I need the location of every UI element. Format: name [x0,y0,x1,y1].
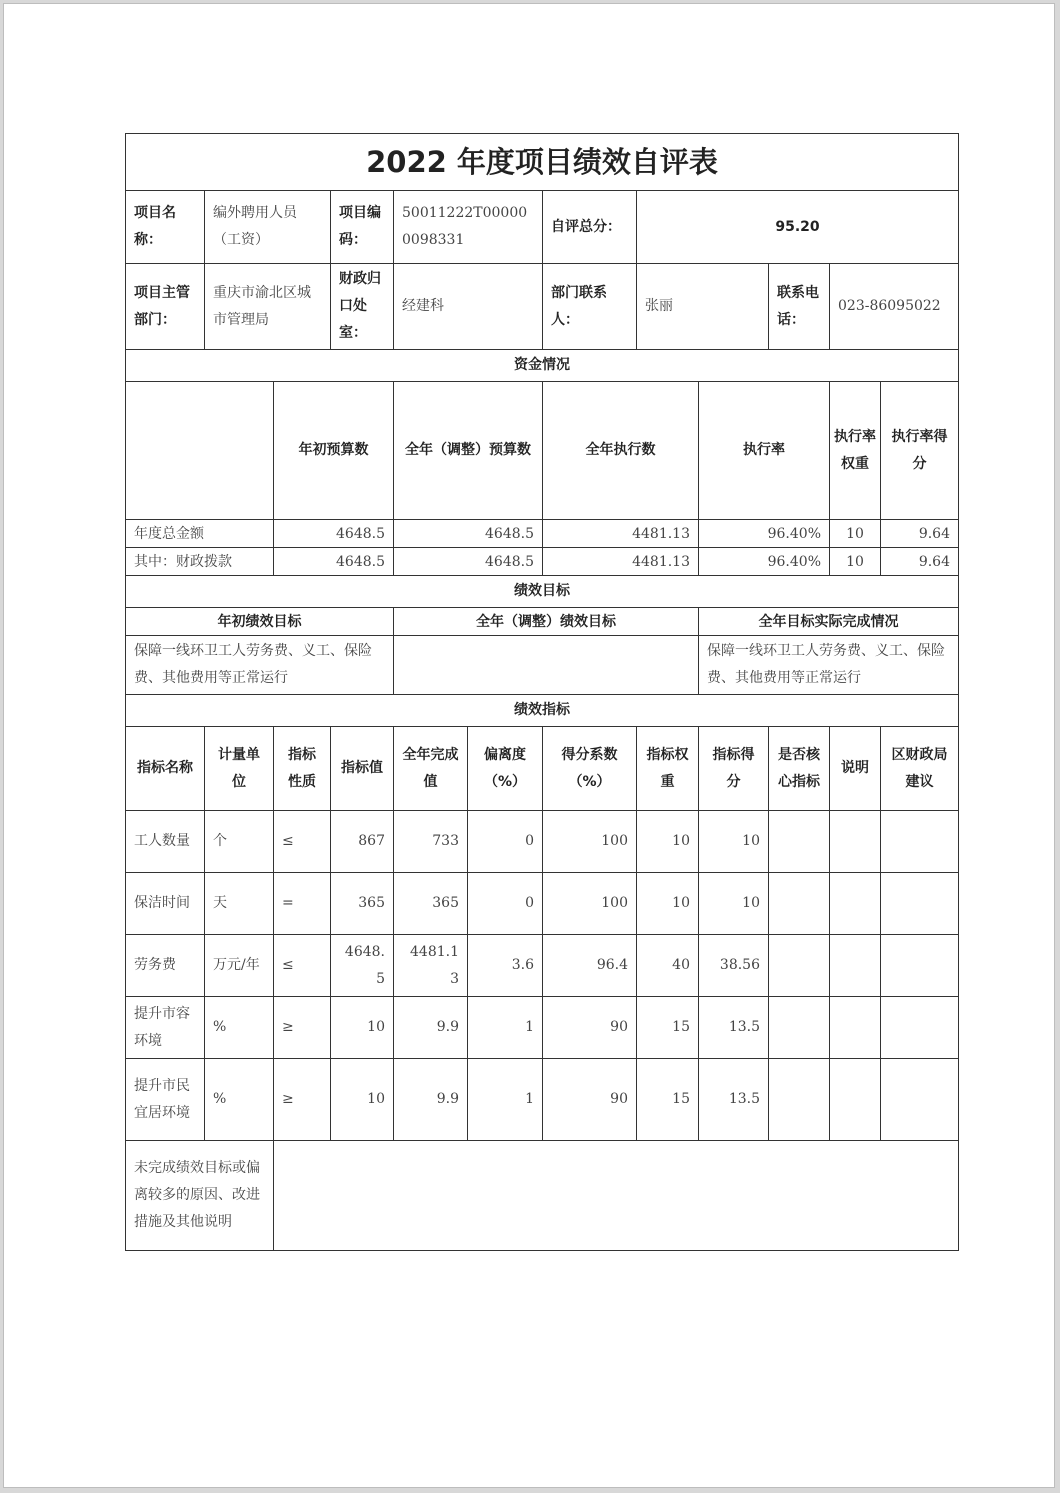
ind-actual: 9.9 [394,997,468,1059]
ind-score: 13.5 [699,997,769,1059]
funds-row-initial: 4648.5 [274,520,394,548]
ind-nature: = [274,873,331,935]
funds-row [126,520,959,548]
ind-advice [881,935,959,997]
ind-col-name: 指标名称 [126,727,205,811]
finance-office-value: 经建科 [394,264,543,350]
remarks-label: 未完成绩效目标或偏离较多的原因、改进措施及其他说明 [126,1141,274,1251]
ind-nature: ≥ [274,997,331,1059]
ind-deviation: 0 [468,873,543,935]
ind-unit: 天 [205,873,274,935]
document-page [3,3,1055,1488]
ind-coefficient: 100 [543,811,637,873]
ind-weight: 15 [637,1059,699,1141]
ind-core [769,873,830,935]
funds-col-initial-budget: 年初预算数 [274,382,394,520]
funds-col-weight: 执行率权重 [830,382,881,520]
total-score-label: 自评总分： [543,191,637,264]
ind-deviation: 1 [468,1059,543,1141]
ind-col-unit: 计量单位 [205,727,274,811]
funds-row-initial: 4648.5 [274,548,394,576]
ind-deviation: 0 [468,811,543,873]
funds-col-exec-rate: 执行率 [699,382,830,520]
ind-nature: ≥ [274,1059,331,1141]
ind-name: 劳务费 [126,935,205,997]
ind-core [769,1059,830,1141]
ind-deviation: 3.6 [468,935,543,997]
ind-target: 10 [331,1059,394,1141]
indicator-row [126,873,959,935]
contact-person-label: 部门联系人： [543,264,637,350]
ind-target: 4648.5 [331,935,394,997]
ind-unit: 万元/年 [205,935,274,997]
funds-row [126,548,959,576]
ind-name: 工人数量 [126,811,205,873]
ind-target: 10 [331,997,394,1059]
ind-note [830,935,881,997]
phone-label: 联系电话： [769,264,830,350]
ind-name: 提升市民宜居环境 [126,1059,205,1141]
funds-row-label: 年度总金额 [126,520,274,548]
ind-target: 867 [331,811,394,873]
remarks-content [274,1141,959,1251]
ind-core [769,997,830,1059]
funds-corner-cell [126,382,274,520]
phone-value: 023-86095022 [830,264,959,350]
ind-unit: % [205,1059,274,1141]
project-code-value: 50011222T000000098331 [394,191,543,264]
goals-col-actual: 全年目标实际完成情况 [699,608,959,636]
funds-row-score: 9.64 [881,520,959,548]
ind-actual: 365 [394,873,468,935]
funds-row-adjusted: 4648.5 [394,548,543,576]
ind-col-weight: 指标权重 [637,727,699,811]
ind-note [830,997,881,1059]
ind-col-target: 指标值 [331,727,394,811]
ind-note [830,873,881,935]
ind-coefficient: 90 [543,997,637,1059]
funds-col-executed: 全年执行数 [543,382,699,520]
funds-row-score: 9.64 [881,548,959,576]
funds-row-executed: 4481.13 [543,548,699,576]
ind-advice [881,873,959,935]
ind-weight: 15 [637,997,699,1059]
ind-nature: ≤ [274,935,331,997]
funds-row-executed: 4481.13 [543,520,699,548]
ind-score: 10 [699,811,769,873]
ind-name: 提升市容环境 [126,997,205,1059]
ind-weight: 10 [637,873,699,935]
indicator-row [126,997,959,1059]
department-value: 重庆市渝北区城市管理局 [205,264,331,350]
ind-score: 13.5 [699,1059,769,1141]
ind-weight: 10 [637,811,699,873]
funds-col-exec-score: 执行率得分 [881,382,959,520]
ind-advice [881,997,959,1059]
indicator-row [126,1059,959,1141]
finance-office-label: 财政归口处室： [331,264,394,350]
funds-row-weight: 10 [830,548,881,576]
ind-name: 保洁时间 [126,873,205,935]
ind-col-actual: 全年完成值 [394,727,468,811]
ind-col-core: 是否核心指标 [769,727,830,811]
ind-actual: 4481.13 [394,935,468,997]
contact-person-value: 张丽 [637,264,769,350]
performance-evaluation-table [125,133,959,1251]
ind-unit: 个 [205,811,274,873]
ind-nature: ≤ [274,811,331,873]
ind-col-advice: 区财政局建议 [881,727,959,811]
ind-note [830,1059,881,1141]
ind-coefficient: 96.4 [543,935,637,997]
funds-row-adjusted: 4648.5 [394,520,543,548]
ind-col-deviation: 偏离度（%） [468,727,543,811]
ind-core [769,935,830,997]
goals-col-initial: 年初绩效目标 [126,608,394,636]
goals-col-adjusted: 全年（调整）绩效目标 [394,608,699,636]
ind-unit: % [205,997,274,1059]
ind-note [830,811,881,873]
ind-actual: 9.9 [394,1059,468,1141]
indicator-row [126,811,959,873]
page-title: 2022 年度项目绩效自评表 [126,134,959,191]
funds-row-weight: 10 [830,520,881,548]
ind-col-note: 说明 [830,727,881,811]
goals-section-heading: 绩效目标 [126,576,959,608]
funds-col-adjusted-budget: 全年（调整）预算数 [394,382,543,520]
project-code-label: 项目编码： [331,191,394,264]
ind-score: 38.56 [699,935,769,997]
ind-advice [881,1059,959,1141]
ind-col-score: 指标得分 [699,727,769,811]
ind-coefficient: 100 [543,873,637,935]
goals-initial-text: 保障一线环卫工人劳务费、义工、保险费、其他费用等正常运行 [126,636,394,695]
ind-core [769,811,830,873]
ind-actual: 733 [394,811,468,873]
indicator-row [126,935,959,997]
ind-advice [881,811,959,873]
funds-section-heading: 资金情况 [126,350,959,382]
indicators-section-heading: 绩效指标 [126,695,959,727]
ind-weight: 40 [637,935,699,997]
funds-row-rate: 96.40% [699,548,830,576]
total-score-value: 95.20 [637,191,959,264]
funds-row-label: 其中：财政拨款 [126,548,274,576]
ind-deviation: 1 [468,997,543,1059]
ind-coefficient: 90 [543,1059,637,1141]
funds-row-rate: 96.40% [699,520,830,548]
goals-adjusted-text [394,636,699,695]
department-label: 项目主管部门： [126,264,205,350]
ind-score: 10 [699,873,769,935]
ind-col-coefficient: 得分系数（%） [543,727,637,811]
project-name-value: 编外聘用人员（工资） [205,191,331,264]
goals-actual-text: 保障一线环卫工人劳务费、义工、保险费、其他费用等正常运行 [699,636,959,695]
ind-target: 365 [331,873,394,935]
project-name-label: 项目名称： [126,191,205,264]
ind-col-nature: 指标性质 [274,727,331,811]
